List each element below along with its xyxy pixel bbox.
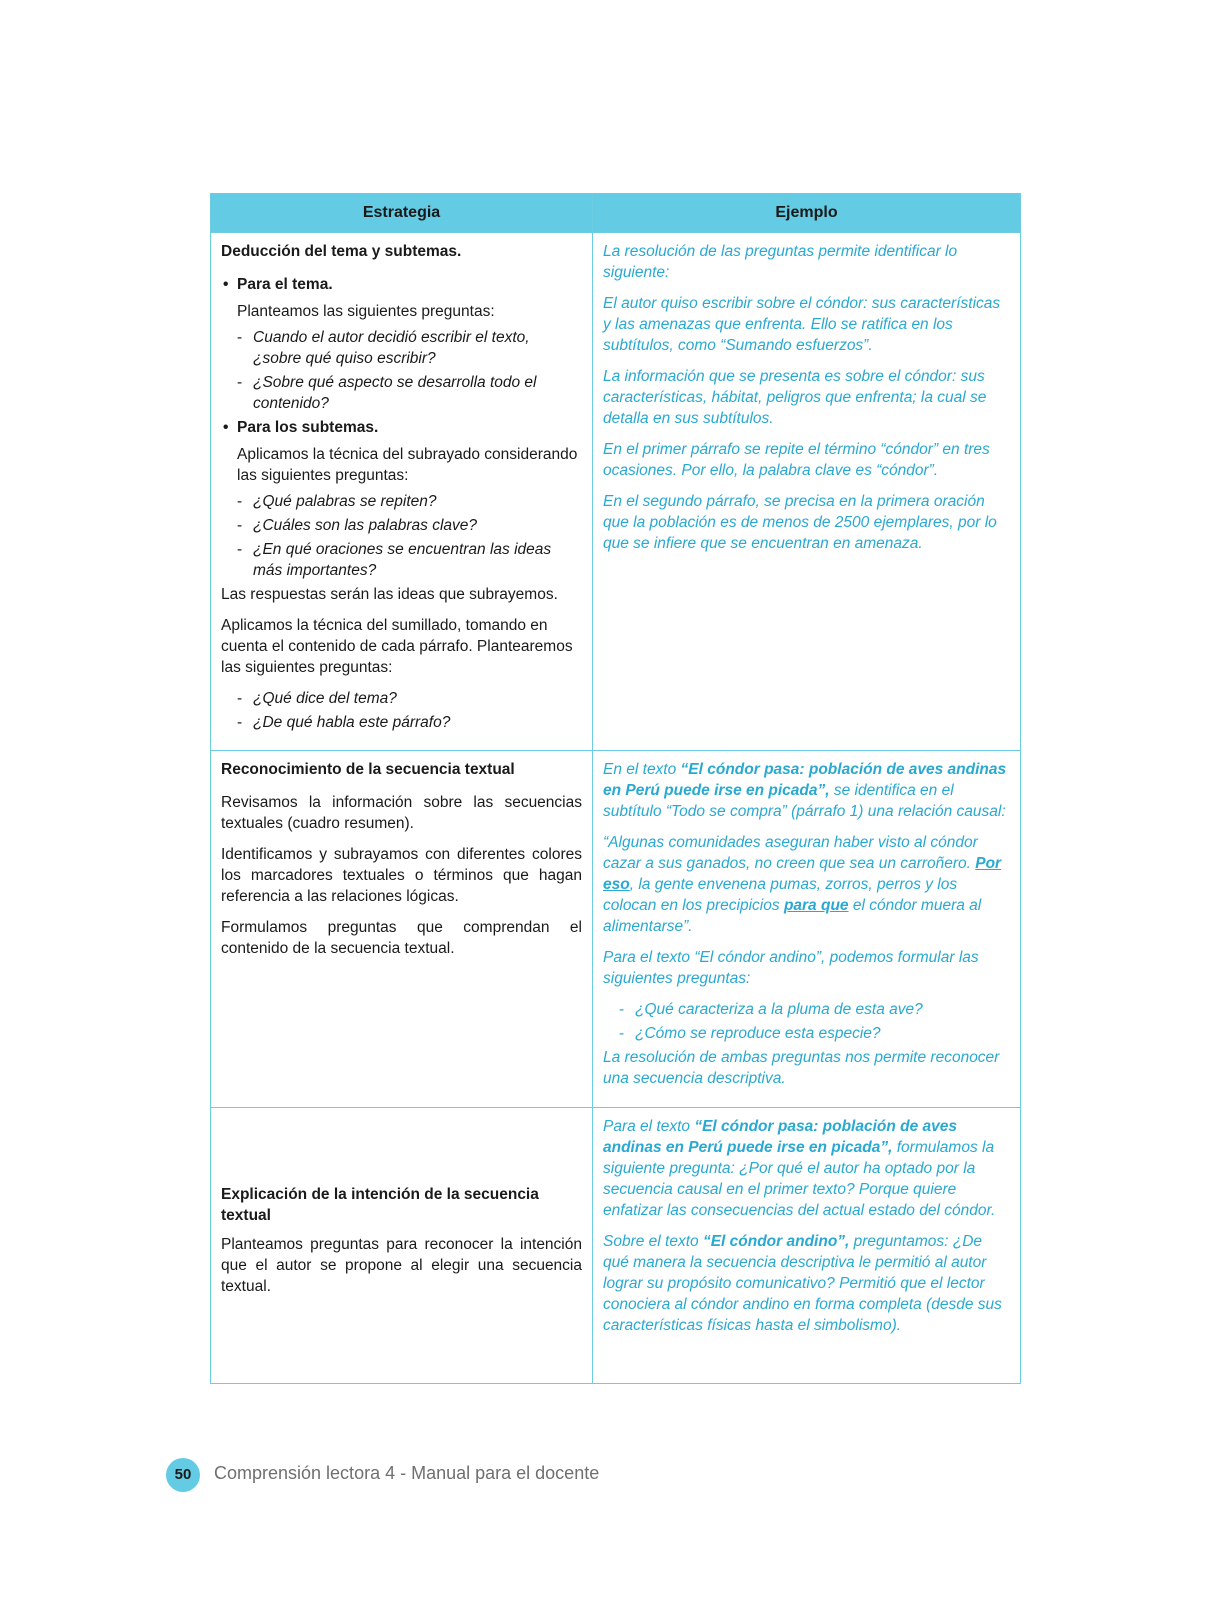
question-item: - ¿Qué caracteriza a la pluma de esta ave?: [619, 1001, 923, 1018]
strategy-title: Deducción del tema y subtemas.: [221, 243, 462, 260]
question-item: - ¿Cómo se reproduce esta especie?: [619, 1025, 881, 1042]
example-text: Sobre el texto “El cóndor andino”, preguntamos: ¿De qué manera la secuencia descriptiva le permitió al autor lograr su propósito comunicativo? Permitió que el lector conociera al cóndor andino en forma completa (desde sus características físicas hasta el simbolismo).: [603, 1233, 1002, 1334]
example-text: La resolución de las preguntas permite identificar lo siguiente:: [603, 243, 958, 281]
example-text: La resolución de ambas preguntas nos permite reconocer una secuencia descriptiva.: [603, 1049, 1000, 1087]
bullet-text: Aplicamos la técnica del subrayado considerando las siguientes preguntas:: [237, 446, 578, 484]
bullet-item: • Para el tema.: [221, 274, 582, 295]
example-text: En el primer párrafo se repite el término “cóndor” en tres ocasiones. Por ello, la palabra clave es “cóndor”.: [603, 441, 990, 479]
bullet-item: • Para los subtemas.: [221, 417, 582, 438]
example-text: La información que se presenta es sobre el cóndor: sus características, hábitat, peligros que enfrenta; la cual se detalla en sus subtítulos.: [603, 368, 987, 427]
strategy-text: Aplicamos la técnica del sumillado, tomando en cuenta el contenido de cada párrafo. Plantearemos las siguientes preguntas:: [221, 617, 573, 676]
footer-title: Comprensión lectora 4 - Manual para el docente: [214, 1463, 600, 1483]
strategy-text: Las respuestas serán las ideas que subrayemos.: [221, 586, 558, 603]
example-quote: “Algunas comunidades aseguran haber visto al cóndor cazar a sus ganados, no creen que sea un carroñero. Por eso, la gente envenena pumas, zorros, perros y los colocan en los precipicios para que el cóndor muera al alimentarse”.: [603, 834, 1002, 935]
question-item: - ¿De qué habla este párrafo?: [237, 714, 451, 731]
table-header-row: [211, 194, 1021, 233]
question-item: - ¿Cuáles son las palabras clave?: [237, 517, 478, 534]
header-estrategia: Estrategia: [211, 194, 593, 233]
table-row: [211, 1108, 1021, 1384]
strategy-table: [210, 193, 1021, 1384]
example-text: En el segundo párrafo, se precisa en la primera oración que la población es de menos de 2500 ejemplares, por lo que se infiere que se encuentran en amenaza.: [603, 493, 997, 552]
strategy-cell: [211, 1108, 593, 1384]
strategy-text: Formulamos preguntas que comprendan el contenido de la secuencia textual.: [221, 919, 582, 957]
example-text: En el texto “El cóndor pasa: población de aves andinas en Perú puede irse en picada”, se identifica en el subtítulo “Todo se compra” (párrafo 1) una relación causal:: [603, 761, 1007, 820]
question-item: - ¿Qué palabras se repiten?: [237, 493, 437, 510]
bullet-text: Planteamos las siguientes preguntas:: [237, 303, 495, 320]
table-row: [211, 751, 1021, 1108]
strategy-title: Reconocimiento de la secuencia textual: [221, 761, 515, 778]
question-item: - ¿En qué oraciones se encuentran las ideas más importantes?: [237, 541, 552, 579]
example-cell: [593, 1108, 1021, 1384]
example-text: Para el texto “El cóndor andino”, podemos formular las siguientes preguntas:: [603, 949, 979, 987]
strategy-cell: [211, 751, 593, 1108]
strategy-text: Revisamos la información sobre las secuencias textuales (cuadro resumen).: [221, 794, 582, 832]
table-row: [211, 233, 1021, 751]
strategy-text: Identificamos y subrayamos con diferentes colores los marcadores textuales o términos que hagan referencia a las relaciones lógicas.: [221, 846, 582, 905]
example-cell: [593, 233, 1021, 751]
header-ejemplo: Ejemplo: [593, 194, 1021, 233]
example-text: El autor quiso escribir sobre el cóndor: sus características y las amenazas que enfrenta. Ello se ratifica en los subtítulos, como “Sumando esfuerzos”.: [603, 295, 1001, 354]
strategy-cell: [211, 233, 593, 751]
question-item: - ¿Sobre qué aspecto se desarrolla todo el contenido?: [237, 374, 537, 412]
strategy-text: Planteamos preguntas para reconocer la intención que el autor se propone al elegir una secuencia textual.: [221, 1236, 582, 1295]
example-cell: [593, 751, 1021, 1108]
question-item: - Cuando el autor decidió escribir el texto, ¿sobre qué quiso escribir?: [237, 329, 530, 367]
strategy-title: Explicación de la intención de la secuencia textual: [221, 1186, 539, 1224]
page-number: 50: [166, 1458, 200, 1492]
question-item: - ¿Qué dice del tema?: [237, 690, 397, 707]
example-text: Para el texto “El cóndor pasa: población de aves andinas en Perú puede irse en picada”, formulamos la siguiente pregunta: ¿Por qué el autor ha optado por la secuencia causal en el primer texto? Porque quiere enfatizar las consecuencias del actual estado del cóndor.: [603, 1118, 996, 1219]
